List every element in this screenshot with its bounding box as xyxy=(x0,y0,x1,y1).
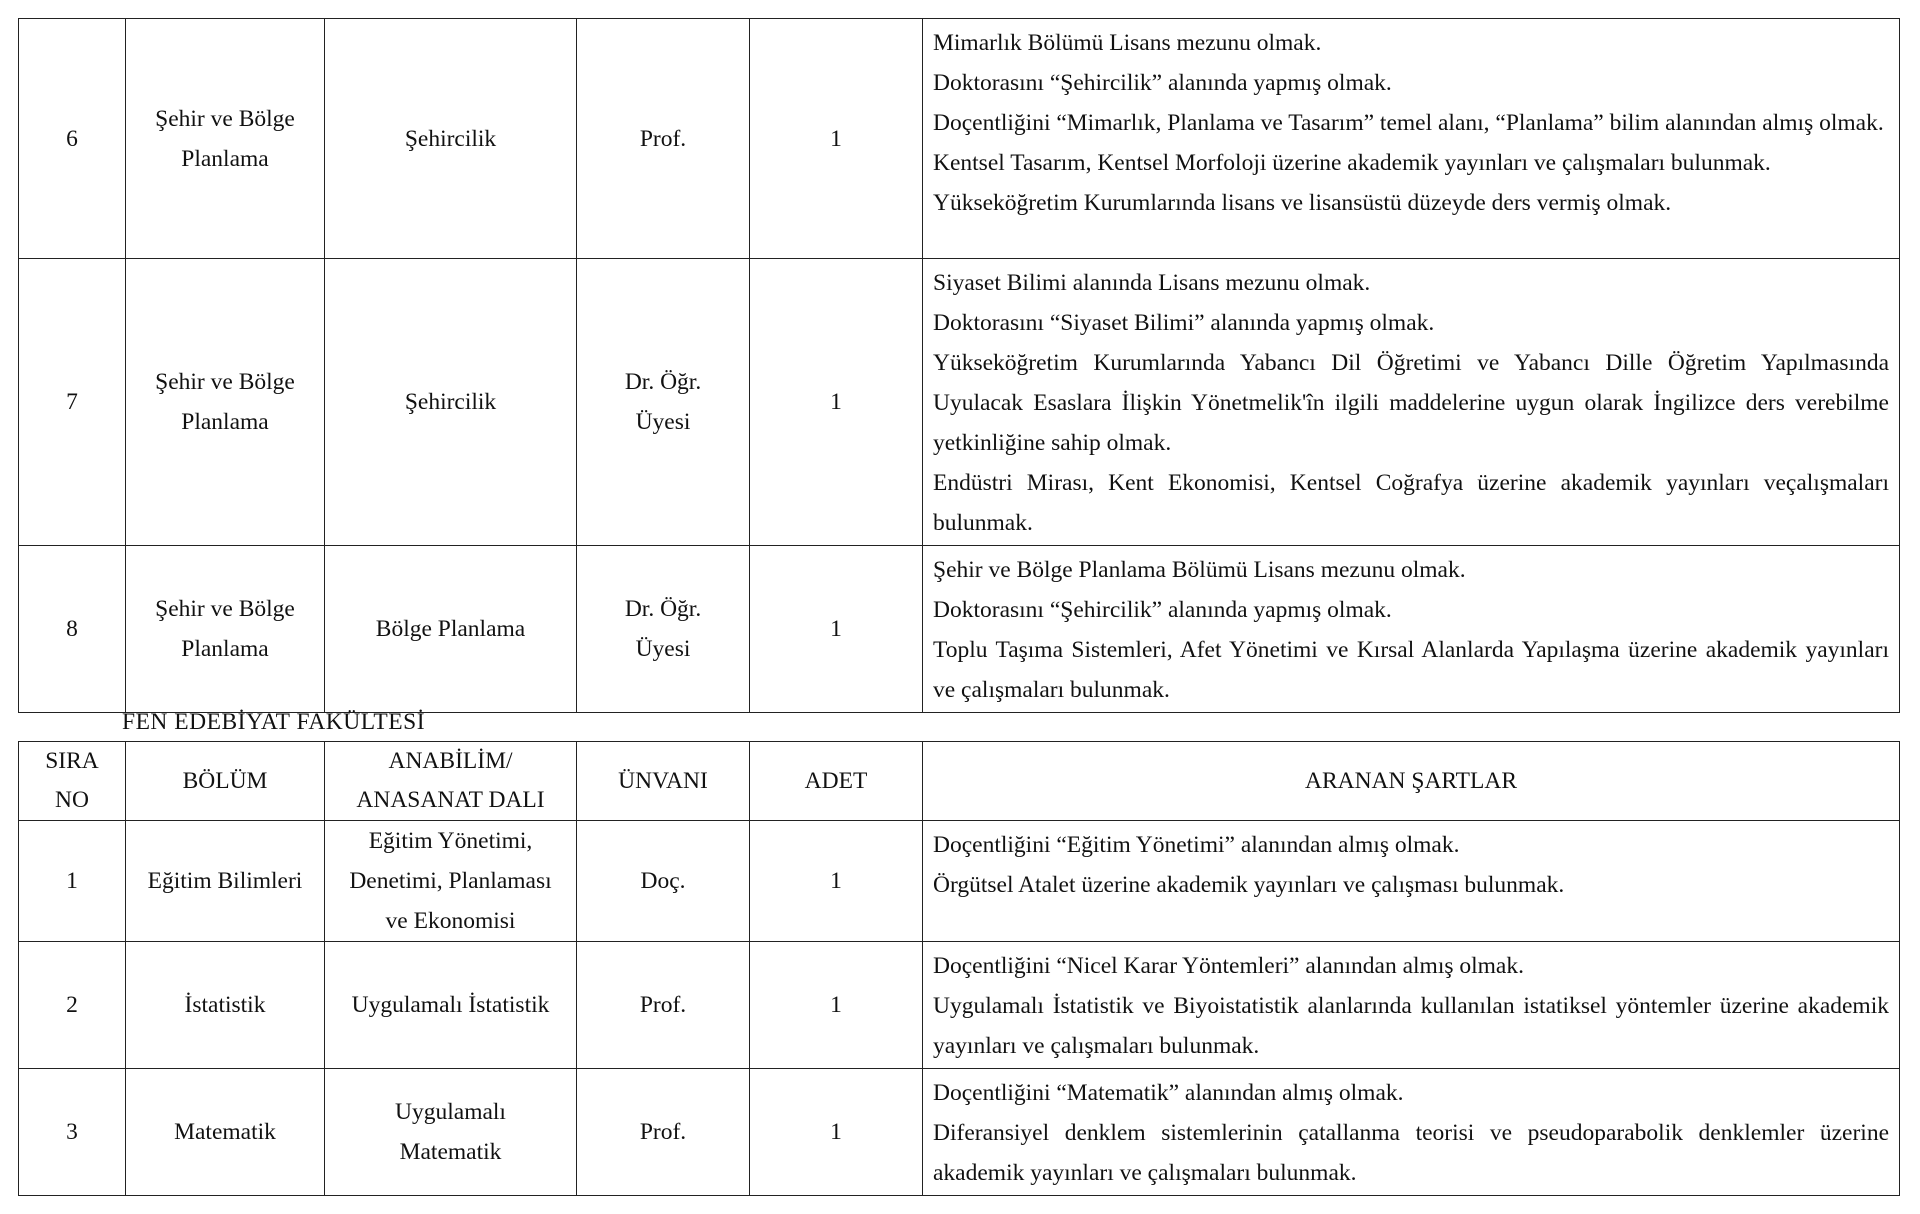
requirement-line: Uygulamalı İstatistik ve Biyoistatistik alanlarında kullanılan istatiksel yöntemler üzerine akademik yayınları ve çalışmaları bulunmak. xyxy=(933,993,1889,1059)
requirement-line: Doçentliğini “Mimarlık, Planlama ve Tasarım” temel alanı, “Planlama” bilim alanından almış olmak. xyxy=(933,110,1884,136)
requirement-line: Mimarlık Bölümü Lisans mezunu olmak. xyxy=(933,30,1322,56)
anabilim-cell xyxy=(325,19,577,259)
anabilim-text: Eğitim Yönetimi, xyxy=(368,828,533,854)
bolum-text: Planlama xyxy=(181,145,269,172)
header-text: SIRA xyxy=(45,748,99,774)
bolum-cell xyxy=(126,1069,325,1196)
unvan-cell xyxy=(577,942,750,1069)
bolum-text: Matematik xyxy=(174,1119,276,1145)
adet-cell: 1 xyxy=(750,1069,923,1196)
positions-table-continued xyxy=(18,18,1900,713)
header-anabilim xyxy=(325,742,577,821)
anabilim-text: Denetimi, Planlaması xyxy=(349,868,552,894)
anabilim-text: Matematik xyxy=(399,1139,502,1165)
header-adet xyxy=(750,742,923,821)
anabilim-cell xyxy=(325,546,577,713)
bolum-text: Eğitim Bilimleri xyxy=(147,868,303,894)
sira-no-cell: 1 xyxy=(19,821,126,942)
header-text: ANASANAT DALI xyxy=(356,787,545,813)
anabilim-cell xyxy=(325,821,577,942)
bolum-cell xyxy=(126,821,325,942)
adet-cell: 1 xyxy=(750,546,923,713)
table-row xyxy=(19,942,1900,1069)
table-row xyxy=(19,1069,1900,1196)
anabilim-text: Uygulamalı xyxy=(395,1099,506,1125)
adet-cell: 1 xyxy=(750,942,923,1069)
aranan-sartlar-cell xyxy=(923,19,1900,259)
requirement-line: Doktorasını “Şehircilik” alanında yapmış olmak. xyxy=(933,70,1392,96)
header-text: BÖLÜM xyxy=(182,767,268,794)
bolum-text: Şehir ve Bölge xyxy=(155,596,295,622)
anabilim-text: Şehircilik xyxy=(404,389,497,415)
unvan-cell xyxy=(577,821,750,942)
header-text: ANABİLİM/ xyxy=(388,748,513,774)
unvan-text: Üyesi xyxy=(635,409,691,435)
fen-edebiyat-positions-table xyxy=(18,741,1900,1196)
header-sartlar xyxy=(923,742,1900,821)
aranan-sartlar-cell xyxy=(923,546,1900,713)
header-sira xyxy=(19,742,126,821)
unvan-cell xyxy=(577,546,750,713)
requirement-line: Endüstri Mirası, Kent Ekonomisi, Kentsel Coğrafya üzerine akademik yayınları veçalışmaları bulunmak. xyxy=(933,470,1889,536)
unvan-text: Prof. xyxy=(639,1119,687,1145)
aranan-sartlar-cell xyxy=(923,942,1900,1069)
requirement-line: Doçentliğini “Nicel Karar Yöntemleri” alanından almış olmak. xyxy=(933,953,1524,979)
requirement-line: Doçentliğini “Matematik” alanından almış olmak. xyxy=(933,1080,1404,1106)
unvan-text: Üyesi xyxy=(635,636,691,662)
bolum-text: Planlama xyxy=(181,636,269,662)
requirement-line: Kentsel Tasarım, Kentsel Morfoloji üzerine akademik yayınları ve çalışmaları bulunmak. xyxy=(933,150,1771,176)
bolum-text: Şehir ve Bölge xyxy=(155,105,295,132)
bolum-cell xyxy=(126,942,325,1069)
unvan-text: Prof. xyxy=(639,992,687,1018)
bolum-cell xyxy=(126,259,325,546)
aranan-sartlar-cell xyxy=(923,1069,1900,1196)
requirement-line: Şehir ve Bölge Planlama Bölümü Lisans mezunu olmak. xyxy=(933,557,1466,583)
header-unvan xyxy=(577,742,750,821)
requirement-line: Doçentliğini “Eğitim Yönetimi” alanından almış olmak. xyxy=(933,832,1460,858)
requirement-line: Diferansiyel denklem sistemlerinin çatallanma teorisi ve pseudoparabolik denklemler üzerine akademik yayınları ve çalışmaları bulunmak. xyxy=(933,1120,1889,1186)
sira-no-cell: 3 xyxy=(19,1069,126,1196)
unvan-text: Doç. xyxy=(640,868,686,894)
unvan-cell xyxy=(577,19,750,259)
header-text: ÜNVANI xyxy=(618,767,708,794)
requirement-line: Yükseköğretim Kurumlarında Yabancı Dil Öğretimi ve Yabancı Dille Öğretim Yapılmasında Uyulacak Esaslara İlişkin Yönetmelik'în ilgili maddelerine uygun olarak İngilizce ders verebilme yetkinliğine sahip olmak. xyxy=(933,350,1889,456)
table-header-row xyxy=(19,742,1900,821)
table-row xyxy=(19,821,1900,942)
unvan-cell xyxy=(577,1069,750,1196)
bolum-cell xyxy=(126,546,325,713)
unvan-text: Prof. xyxy=(639,125,687,152)
bolum-text: Planlama xyxy=(181,409,269,435)
requirement-line: Toplu Taşıma Sistemleri, Afet Yönetimi ve Kırsal Alanlarda Yapılaşma üzerine akademik yayınları ve çalışmaları bulunmak. xyxy=(933,637,1889,703)
anabilim-text: Uygulamalı İstatistik xyxy=(351,992,550,1018)
unvan-cell xyxy=(577,259,750,546)
anabilim-cell xyxy=(325,259,577,546)
requirement-line: Doktorasını “Şehircilik” alanında yapmış olmak. xyxy=(933,597,1392,623)
bolum-cell xyxy=(126,19,325,259)
requirement-line: Yükseköğretim Kurumlarında lisans ve lisansüstü düzeyde ders vermiş olmak. xyxy=(933,190,1672,216)
bolum-text: İstatistik xyxy=(184,992,266,1018)
adet-cell: 1 xyxy=(750,259,923,546)
header-bolum xyxy=(126,742,325,821)
header-text: ARANAN ŞARTLAR xyxy=(1304,767,1518,794)
aranan-sartlar-cell xyxy=(923,821,1900,942)
table-row xyxy=(19,19,1900,259)
adet-cell: 1 xyxy=(750,19,923,259)
adet-cell: 1 xyxy=(750,821,923,942)
sira-no-cell: 2 xyxy=(19,942,126,1069)
bolum-text: Şehir ve Bölge xyxy=(155,369,295,395)
anabilim-text: Bölge Planlama xyxy=(375,616,526,642)
sira-no-cell: 8 xyxy=(19,546,126,713)
anabilim-cell xyxy=(325,1069,577,1196)
anabilim-text: Şehircilik xyxy=(404,125,497,152)
header-text: ADET xyxy=(804,767,868,794)
unvan-text: Dr. Öğr. xyxy=(624,596,702,622)
header-text: NO xyxy=(55,787,89,813)
table-row xyxy=(19,259,1900,546)
unvan-text: Dr. Öğr. xyxy=(624,369,702,395)
table-row xyxy=(19,546,1900,713)
aranan-sartlar-cell xyxy=(923,259,1900,546)
faculty-title: FEN EDEBİYAT FAKÜLTESİ xyxy=(122,709,426,735)
anabilim-cell xyxy=(325,942,577,1069)
sira-no-cell: 7 xyxy=(19,259,126,546)
requirement-line: Doktorasını “Siyaset Bilimi” alanında yapmış olmak. xyxy=(933,310,1435,336)
requirement-line: Örgütsel Atalet üzerine akademik yayınları ve çalışması bulunmak. xyxy=(933,872,1565,898)
sira-no-cell: 6 xyxy=(19,19,126,259)
anabilim-text: ve Ekonomisi xyxy=(385,908,516,934)
requirement-line: Siyaset Bilimi alanında Lisans mezunu olmak. xyxy=(933,270,1371,296)
